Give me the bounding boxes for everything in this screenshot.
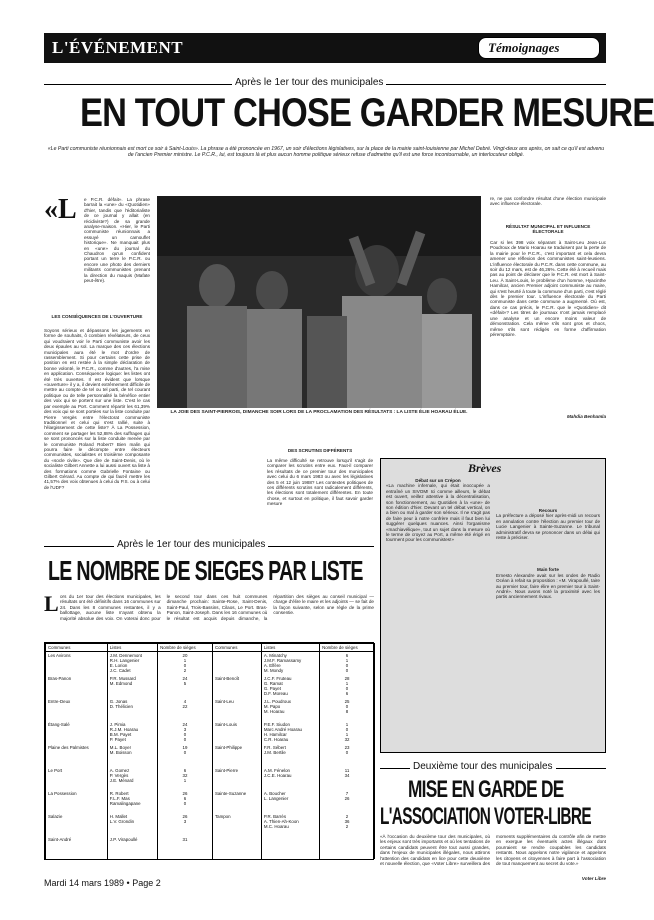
- article1-subhead2: DES SCRUTINS DIFFÉRENTS: [287, 448, 353, 453]
- list-leader: C.R. Hoarau: [263, 736, 289, 742]
- seat-count: 22: [182, 703, 188, 709]
- seats-cell-commune: [212, 744, 261, 767]
- seat-count: 0: [345, 749, 349, 755]
- list-leader: E. Lorion: [109, 663, 128, 668]
- seats-table-row: [46, 767, 375, 790]
- list-leader: R.J.M. Hoarau: [109, 726, 139, 732]
- seat-count: 3: [183, 726, 187, 732]
- col-header: Listes: [107, 644, 157, 652]
- seats-cell-commune: [46, 698, 108, 721]
- seat-count: 0: [183, 749, 187, 755]
- list-leader: J. Pimia: [109, 721, 126, 727]
- list-leader: A. Boucher: [263, 790, 286, 796]
- col-header: Listes: [261, 644, 319, 652]
- col-header: Communes: [212, 644, 261, 652]
- seats-cell-sieges: [158, 790, 213, 813]
- crowd-photo-illustration: [157, 196, 481, 408]
- seat-count: 5: [183, 680, 187, 686]
- article1-col1-lead-cont: [44, 226, 150, 314]
- seat-count: 0: [183, 663, 187, 668]
- seat-count: 1: [345, 680, 349, 686]
- breves-col2: [496, 478, 600, 748]
- seat-count: 1: [345, 731, 349, 737]
- seat-count: 1: [183, 777, 187, 783]
- seats-cell-commune: [212, 790, 261, 813]
- seat-count: 2: [345, 823, 349, 829]
- list-leader: B.M. Payet: [109, 731, 132, 737]
- seats-cell-listes: [261, 813, 319, 836]
- commune-name: La Possession: [48, 790, 77, 796]
- article1-col1-lead: e P.C.R. défait». La phrase barrait la «une» du «Quotidien» d'hier, tandis que l'éditorialiste de ce journal y allait (en récidiviste?) de sa grande analyse-maison. «Hier, le Parti communiste réunionnais a essuyé un camouflet historique». Ne manquait plus en «une» du journal du Chaudron qu'un confident portant un terre le P.C.R. ou encore une photo des derniers militants communistes prenant la direction du maquis (Mafate peut-être).: [84, 197, 150, 284]
- seats-cell-sieges: [320, 652, 375, 675]
- seats-cell-listes: [107, 721, 157, 744]
- seats-cell-commune: [212, 675, 261, 698]
- article1-dropcap: «L: [44, 194, 77, 225]
- seats-cell-commune: [46, 744, 108, 767]
- list-leader: M.C. Hoarau: [263, 823, 289, 829]
- seat-count: 32: [344, 736, 350, 742]
- list-leader: J.M. Bertile: [263, 749, 286, 755]
- article3-headline-1: MISE EN GARDE DE: [408, 776, 564, 803]
- list-leader: L. Langenier: [263, 795, 289, 801]
- commune-name: Les Avirons: [48, 653, 71, 658]
- seat-count: 31: [182, 836, 188, 842]
- article3-kicker: Deuxième tour des municipales: [410, 761, 556, 772]
- seats-cell-listes: [107, 767, 157, 790]
- article1-col4-lead: re, ne pas confondre résultat d'une élection municipale avec influence électorale.: [490, 196, 606, 207]
- commune-name: Bras-Panon: [48, 675, 72, 681]
- col-header: Nombre de sièges: [320, 644, 375, 652]
- seats-table-row: [46, 813, 375, 836]
- seats-cell-sieges: [320, 767, 375, 790]
- seat-count: 20: [182, 653, 188, 658]
- seat-count: 6: [345, 690, 349, 696]
- article3-headline-2: L'ASSOCIATION VOTER-LIBRE: [380, 803, 591, 830]
- list-leader: J.C.E. Hoarau: [263, 772, 292, 778]
- breve-head: Main forte: [537, 567, 559, 573]
- seats-cell-sieges: [158, 744, 213, 767]
- seat-count: 24: [182, 675, 188, 681]
- breve-text: La préfecture a déposé hier après-midi un recours en annulation contre l'élection au premier tour de Lucie Langenier à Sainte-Suzanne. Le tribunal administratif devra se prononcer dans un délai qui reste à préciser.: [496, 513, 600, 541]
- seat-count: 8: [345, 708, 349, 714]
- list-leader: P. Vergès: [109, 772, 129, 778]
- seat-count: 2: [345, 813, 349, 819]
- seats-cell-sieges: [158, 813, 213, 836]
- seats-table-row: [46, 721, 375, 744]
- col-header: Nombre de sièges: [158, 644, 213, 652]
- seat-count: 6: [183, 767, 187, 773]
- article2-body: ors du 1er tour des élections municipales, les résultats ont été définitifs dans 16 communes sur 24. Dans les 8 communes restantes, il y a ballottage, aucune liste n'ayant obtenu la majorité absolue des voix. On voterai donc pour le second tour dans ces huit communes dimanche prochain: Sainte-Rose, Saint-Denis, Saint-Paul, Trois-Bassins, Cilaos, Le Port. Bras-Panon, Saint-Joseph. Dans les 16 communes où le résultat est acquis depuis dimanche, la répartition des sièges au conseil municipal — charge d'élire le maire et les adjoints — se fait de la façon suivante, selon une règle de la prime consentie.: [60, 594, 374, 621]
- list-leader: Marc André Hoarau: [263, 726, 302, 732]
- section-title: L'ÉVÉNEMENT: [52, 38, 184, 57]
- list-leader: R.H. Langenier: [109, 658, 140, 663]
- seats-cell-commune: [212, 652, 261, 675]
- seats-cell-listes: [107, 675, 157, 698]
- list-leader: M. Boisson: [109, 749, 132, 755]
- list-leader: J.C.F. Fruteau: [263, 675, 292, 681]
- list-leader: H. Hamilcar: [263, 731, 287, 737]
- commune-name: Saint-Pierre: [214, 767, 239, 773]
- seat-count: 1: [345, 658, 349, 663]
- seats-cell-sieges: [158, 767, 213, 790]
- seats-cell-commune: [212, 767, 261, 790]
- seats-cell-commune: [46, 813, 108, 836]
- seats-cell-sieges: [158, 675, 213, 698]
- seats-cell-commune: [212, 698, 261, 721]
- list-leader: M. Edmond: [109, 680, 133, 686]
- article2-headline: LE NOMBRE DE SIEGES PAR LISTE: [48, 555, 363, 586]
- article3-body: «À l'occasion du deuxième tour des municipales, où les enjeux sont très importants et où les tentations de certains candidats peuvent être tout aussi grandes, dans l'enjeux de municipales illégales, nous attirons l'attention des candidats en lice pour cette deuxième et nouvelle élection, que «Voter Libre» surveillera des moments supplémentaires du contrôle afin de mettre en exergue les éventuels actes illégaux dont pourraient se rendre coupables les candidats restants. Nous appelons notre vigilance et appelons les citoyens et citoyennes à faire part à l'association de tout manquement au secret du vote.»: [380, 834, 606, 867]
- list-leader: G. Payet: [263, 685, 281, 691]
- commune-name: Entre-Deux: [48, 698, 71, 704]
- seat-count: 6: [183, 795, 187, 801]
- seats-cell-commune: [212, 836, 261, 859]
- list-leader: J.P. Virapoullé: [109, 836, 138, 842]
- main-photo: [157, 196, 481, 408]
- seat-count: 0: [345, 668, 349, 673]
- list-leader: G. Jonas: [109, 698, 128, 704]
- list-leader: A. Gomez: [109, 767, 130, 773]
- seat-count: 26: [182, 790, 188, 796]
- seats-cell-sieges: [320, 675, 375, 698]
- list-leader: P. Payet: [109, 736, 126, 742]
- seats-cell-listes: [107, 813, 157, 836]
- commune-name: Le Port: [48, 767, 63, 773]
- breve-head: Débat sur un Crépon: [415, 478, 461, 483]
- list-leader: A. Minatchy: [263, 653, 287, 658]
- seats-cell-listes: [261, 721, 319, 744]
- list-leader: R. Robert: [109, 790, 129, 796]
- seats-cell-listes: [261, 767, 319, 790]
- seats-table-header: [46, 644, 375, 652]
- commune-name: Sainte-Suzanne: [214, 790, 247, 796]
- seats-cell-listes: [261, 675, 319, 698]
- breves-title: Brèves: [468, 461, 502, 475]
- seat-count: 0: [345, 703, 349, 709]
- list-leader: F.R. Sébert: [263, 744, 286, 750]
- article2-kicker: Après le 1er tour des municipales: [114, 539, 268, 550]
- seat-count: 19: [182, 744, 188, 750]
- article1-signature: Mahdia Benhamla: [566, 414, 606, 419]
- commune-name: Saint-Leu: [214, 698, 234, 704]
- seat-count: 1: [345, 721, 349, 727]
- seats-cell-sieges: [320, 744, 375, 767]
- breves-col1: [386, 478, 490, 748]
- seats-cell-sieges: [158, 652, 213, 675]
- seats-cell-listes: [107, 652, 157, 675]
- seats-cell-listes: [107, 836, 157, 859]
- seats-cell-sieges: [158, 836, 213, 859]
- seats-table-body: [46, 652, 375, 859]
- seat-count: 34: [344, 772, 350, 778]
- seats-cell-sieges: [320, 698, 375, 721]
- seats-cell-sieges: [158, 721, 213, 744]
- seats-cell-listes: [261, 698, 319, 721]
- commune-name: Étang-Salé: [48, 721, 70, 727]
- seats-cell-sieges: [320, 836, 375, 859]
- seat-count: 25: [344, 698, 350, 704]
- seats-table-row: [46, 675, 375, 698]
- breve-text: «La machine infernale, qui était inoccupée a entraîné un SIVOM! Ici comme ailleurs, le débat est ouvert, veillez attentive à la décentralisation, son fonctionnement, au Quotidien à la «une» de son édition d'hier. Devant un tel débat vertical, on a bien ou mal à garder son sérieux. Il ne s'agit pas de faire peur à notre confrère mais il faut bien lui suggérer quelques nuances. Ainsi l'organisme «machiavélique», tout un sujet dans la mesure où le terme de croyez au Port, a même été érigé en tourment pour les communistes!»: [386, 483, 490, 543]
- seats-cell-listes: [261, 836, 319, 859]
- list-leader: H. Mallet: [109, 813, 128, 819]
- list-leader: M. Hoarau: [263, 708, 285, 714]
- article1-col2: [157, 425, 263, 530]
- photo-caption: LA JOIE DES SAINT-PIERROIS, DIMANCHE SOIR LORS DE LA PROCLAMATION DES RÉSULTATS : LA LISTE ÉLIE HOARAU ÉLUE.: [170, 410, 468, 415]
- seats-table-row: [46, 652, 375, 675]
- seat-count: 3: [183, 818, 187, 824]
- seat-count: 0: [345, 726, 349, 732]
- newspaper-logo: Témoignages: [488, 40, 560, 55]
- commune-name: Tampon: [214, 813, 231, 819]
- list-leader: M. Mondy: [263, 668, 284, 673]
- seats-cell-listes: [107, 698, 157, 721]
- seats-cell-listes: [261, 790, 319, 813]
- list-leader: D.F. Moreau: [263, 690, 288, 696]
- seats-cell-listes: [107, 790, 157, 813]
- commune-name: Saint-Louis: [214, 721, 237, 727]
- list-leader: M.L. Boyer: [109, 744, 132, 750]
- commune-name: Saint-Philippe: [214, 744, 243, 750]
- breve-head: Recours: [538, 508, 558, 513]
- list-leader: A. Thien-Ah-Koon: [263, 818, 299, 824]
- seats-cell-commune: [46, 836, 108, 859]
- list-leader: D. Thélicien: [109, 703, 133, 709]
- seats-cell-sieges: [158, 698, 213, 721]
- seats-table-row: [46, 836, 375, 859]
- seats-cell-sieges: [320, 721, 375, 744]
- seat-count: 0: [345, 663, 349, 668]
- seat-count: 26: [182, 813, 188, 819]
- commune-name: Salazie: [48, 813, 63, 819]
- commune-name: Plaine des Palmistes: [48, 744, 89, 750]
- seat-count: 11: [344, 767, 350, 773]
- seats-table: [44, 642, 374, 860]
- seat-count: 28: [344, 675, 350, 681]
- seat-count: 23: [344, 744, 350, 750]
- col-header: Communes: [46, 644, 108, 652]
- seats-table-row: [46, 698, 375, 721]
- seat-count: 0: [183, 731, 187, 737]
- commune-name: Saint-André: [48, 836, 72, 842]
- article1-subhead1: LES CONSÉQUENCES DE L'OUVERTURE: [51, 314, 143, 319]
- article1-col1-body: Soyons sérieux et dépassons les jugements en forme de souhaits, ô combien révélateurs, de ceux qui voudraient voir le Parti communiste avoir les deux épaules au sol. La marque des ces élections municipales aura été le mot d'ordre de rassemblement. Si pour certains cette prise de position en est restée à la simple déclaration de bonne volonté, le P.C.R., comme d'autres, l'a mise en application. Conséquence logique: les listes ont été très ouvertes. Il est évident que lorsque «ouverture» il y a, il devient extrêmement difficile de mettre au compte de tel ou tel parti, de tel courant politique ou de telle personnalité la bénéfice entier des voix qui se portent sur une liste. C'est le cas par exemple au Port. Comment répartir les 61,39% des voix qui se sont portées sur la liste conduite par Pierre Vergès entre l'électorat communiste traditionnel et celui qui s'est rallié, suite à l'élargissement de cette liste? À La Possession, comment se partager les 52,88% des suffrages qui se sont prononcés sur la liste conduite menée par le communiste Roland Robert? Bien malin qui pourra faire le décompte entre électeurs communistes, socialistes et troisième composante du «socle civile». Que dire de Saint-Denis, où le socialiste Gilbert Annette a lui aussi ouvert sa liste à des formations comme Gabrielle Fontaine ou Gilbert Gérard. Au compte de qui faut-il mettre les 41,57% des voix obtenues à celui du P.S. ou à celui de l'UDF?: [44, 328, 150, 490]
- seat-count: 36: [344, 818, 350, 824]
- article1-col4-body: Car si les 398 voix séparant à Saint-Leu Jean-Luc Poudroux de Mario Hoarau se traduisent par la perte de la mairie pour le P.C.R., c'est important et cela devra amener une réflexion des communistes saint-leusiens. L'influence électorale du P.C.R. dans cette commune, au soir du 12 mars, est de 46,26%. Cette été à recueil mais pas au point de déclarer que le P.C.R. est mort à Saint-Leu. À Saint-Louis, le problème d'un homme, Hyacinthe Hamilcar, ancien Premier adjoint communiste au maire, qui s'est heurté à toute la commune d'un parti, c'est réglé dès le premier tour. L'influence électorale du Parti communiste dans cette commune a augmenté. Où est, dans ce cas précis, le P.C.R. que le «Quotidien» dit «défait»? Les titres de journaux n'ont jamais remplacé une analyse et un encore moins valeur de démonstration. Cela même s'ils sont gros et chocs, même s'ils sont rédigés en forme d'affirmation péremptoire.: [490, 240, 607, 337]
- seats-cell-commune: [212, 721, 261, 744]
- seats-cell-listes: [107, 744, 157, 767]
- list-leader: J.L. Poudroux: [263, 698, 291, 704]
- seat-count: 32: [182, 772, 188, 778]
- list-leader: J.M.F. Ramassamy: [263, 658, 302, 663]
- seats-cell-commune: [212, 813, 261, 836]
- list-leader: P.E.F. Siudon: [263, 721, 290, 727]
- seat-count: 26: [344, 795, 350, 801]
- seats-cell-commune: [46, 721, 108, 744]
- article2-dropcap: L: [44, 591, 59, 616]
- article1-kicker: Après le 1er tour des municipales: [232, 77, 386, 88]
- seat-count: 0: [345, 685, 349, 691]
- seat-count: 0: [183, 800, 187, 806]
- seats-cell-sieges: [320, 790, 375, 813]
- breve-text: Ernesto Alexandre avait sur les ondes de Radio Océan à refait sa proposition : «M. Virapoullé, taire au premier tour, faire élire en premier tour à Saint-André». Nous avons noté la proximité avec les partis anciennement rivaux.: [496, 572, 600, 600]
- seat-count: 2: [183, 668, 187, 673]
- list-leader: J.M. Dennemont: [109, 653, 143, 658]
- seat-count: 0: [183, 736, 187, 742]
- seats-cell-sieges: [320, 813, 375, 836]
- seat-count: 24: [182, 721, 188, 727]
- article1-headline: EN TOUT CHOSE GARDER MESURE: [80, 91, 654, 135]
- seats-table-row: [46, 744, 375, 767]
- list-leader: Ramalingapane: [109, 800, 141, 806]
- seats-cell-commune: [46, 767, 108, 790]
- seats-cell-commune: [46, 790, 108, 813]
- list-leader: A. Elfère: [263, 663, 281, 668]
- list-leader: L.V. Grondin: [109, 818, 135, 824]
- list-leader: A.M. Fénelon: [263, 767, 291, 773]
- seat-count: 1: [183, 658, 187, 663]
- seats-table-row: [46, 790, 375, 813]
- footer-date-page: Mardi 14 mars 1989 • Page 2: [44, 878, 161, 888]
- seats-cell-commune: [46, 652, 108, 675]
- article1-intro: «Le Parti communiste réunionnais est mort ce soir à Saint-Louis». La phrase a été prononcée en 1967, un soir d'élections législatives, sur la place de la mairie saint-louisienne par Michel Debré. Vingt-deux ans après, on sait ce qu'il est advenu de l'ancien Premier ministre. Le P.C.R., lui, est toujours là et plus aucun homme politique sérieux refuse d'admettre qu'il est une force incontournable, un interlocuteur obligé.: [47, 146, 605, 159]
- list-leader: M. Papo: [263, 703, 281, 709]
- list-leader: J.E. Ménard: [109, 777, 134, 783]
- article1-subhead3: RÉSULTAT MUNICIPAL ET INFLUENCE ÉLECTORALE: [505, 224, 591, 235]
- list-leader: P.R. Mussard: [109, 675, 136, 681]
- commune-name: Saint-Benoît: [214, 675, 240, 681]
- seats-cell-listes: [261, 744, 319, 767]
- seat-count: 4: [183, 698, 187, 704]
- list-leader: F.L.F. Mas: [109, 795, 130, 801]
- article3-signature: Voter Libre: [581, 876, 606, 881]
- seats-cell-listes: [261, 652, 319, 675]
- article1-col3: La même difficulté se retrouve lorsqu'il s'agit de comparer les scrutins entre eux. Faut-il comparer les résultats de ce premier tour des municipales avec celui du 6 mars 1983 ou avec les législatives des 5 et 12 juin 1988? Les contextes politiques de ces différents scrutins sont radicalement différents, les élections sont totalement différentes. En toute chose, et surtout en politique, il faut savoir garder mesure: [267, 458, 373, 507]
- list-leader: G. Ramat: [263, 680, 283, 686]
- list-leader: J.C. Cadet: [109, 668, 131, 673]
- seats-cell-commune: [46, 675, 108, 698]
- seat-count: 7: [345, 790, 349, 796]
- list-leader: P.R. Barrès: [263, 813, 287, 819]
- seat-count: 6: [345, 653, 349, 658]
